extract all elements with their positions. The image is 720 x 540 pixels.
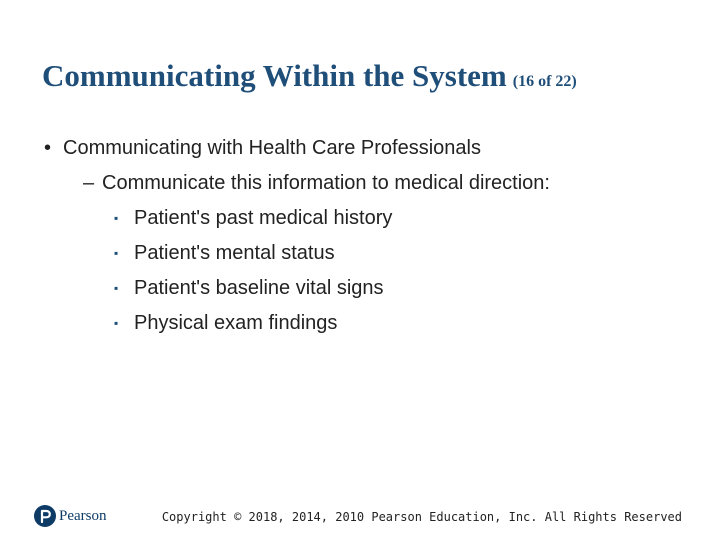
- bullet-dash-icon: –: [83, 172, 95, 194]
- pearson-logo: [34, 505, 114, 529]
- copyright-notice: Copyright © 2018, 2014, 2010 Pearson Education, Inc. All Rights Reserved: [161, 510, 682, 524]
- bullet-text: Communicate this information to medical direction:: [102, 172, 550, 194]
- bullet-dot-icon: •: [44, 137, 52, 159]
- bullet-square-icon: ▪: [114, 281, 119, 295]
- slide-title-text: Communicating Within the System: [42, 58, 507, 93]
- bullet-text: Patient's past medical history: [134, 207, 393, 229]
- bullet-square-icon: ▪: [114, 211, 119, 225]
- bullet-text: Patient's baseline vital signs: [134, 277, 384, 299]
- bullet-text: Physical exam findings: [134, 312, 338, 334]
- bullet-text: Patient's mental status: [134, 242, 335, 264]
- pearson-wordmark: Pearson: [59, 508, 107, 524]
- bullet-square-icon: ▪: [114, 316, 119, 330]
- pearson-p-glyph: [34, 505, 56, 527]
- bullet-text: Communicating with Health Care Professionals: [63, 137, 481, 159]
- bullet-square-icon: ▪: [114, 246, 119, 260]
- pearson-p-icon: [34, 505, 56, 527]
- slide-counter: (16 of 22): [512, 73, 577, 90]
- slide-title: [42, 54, 702, 104]
